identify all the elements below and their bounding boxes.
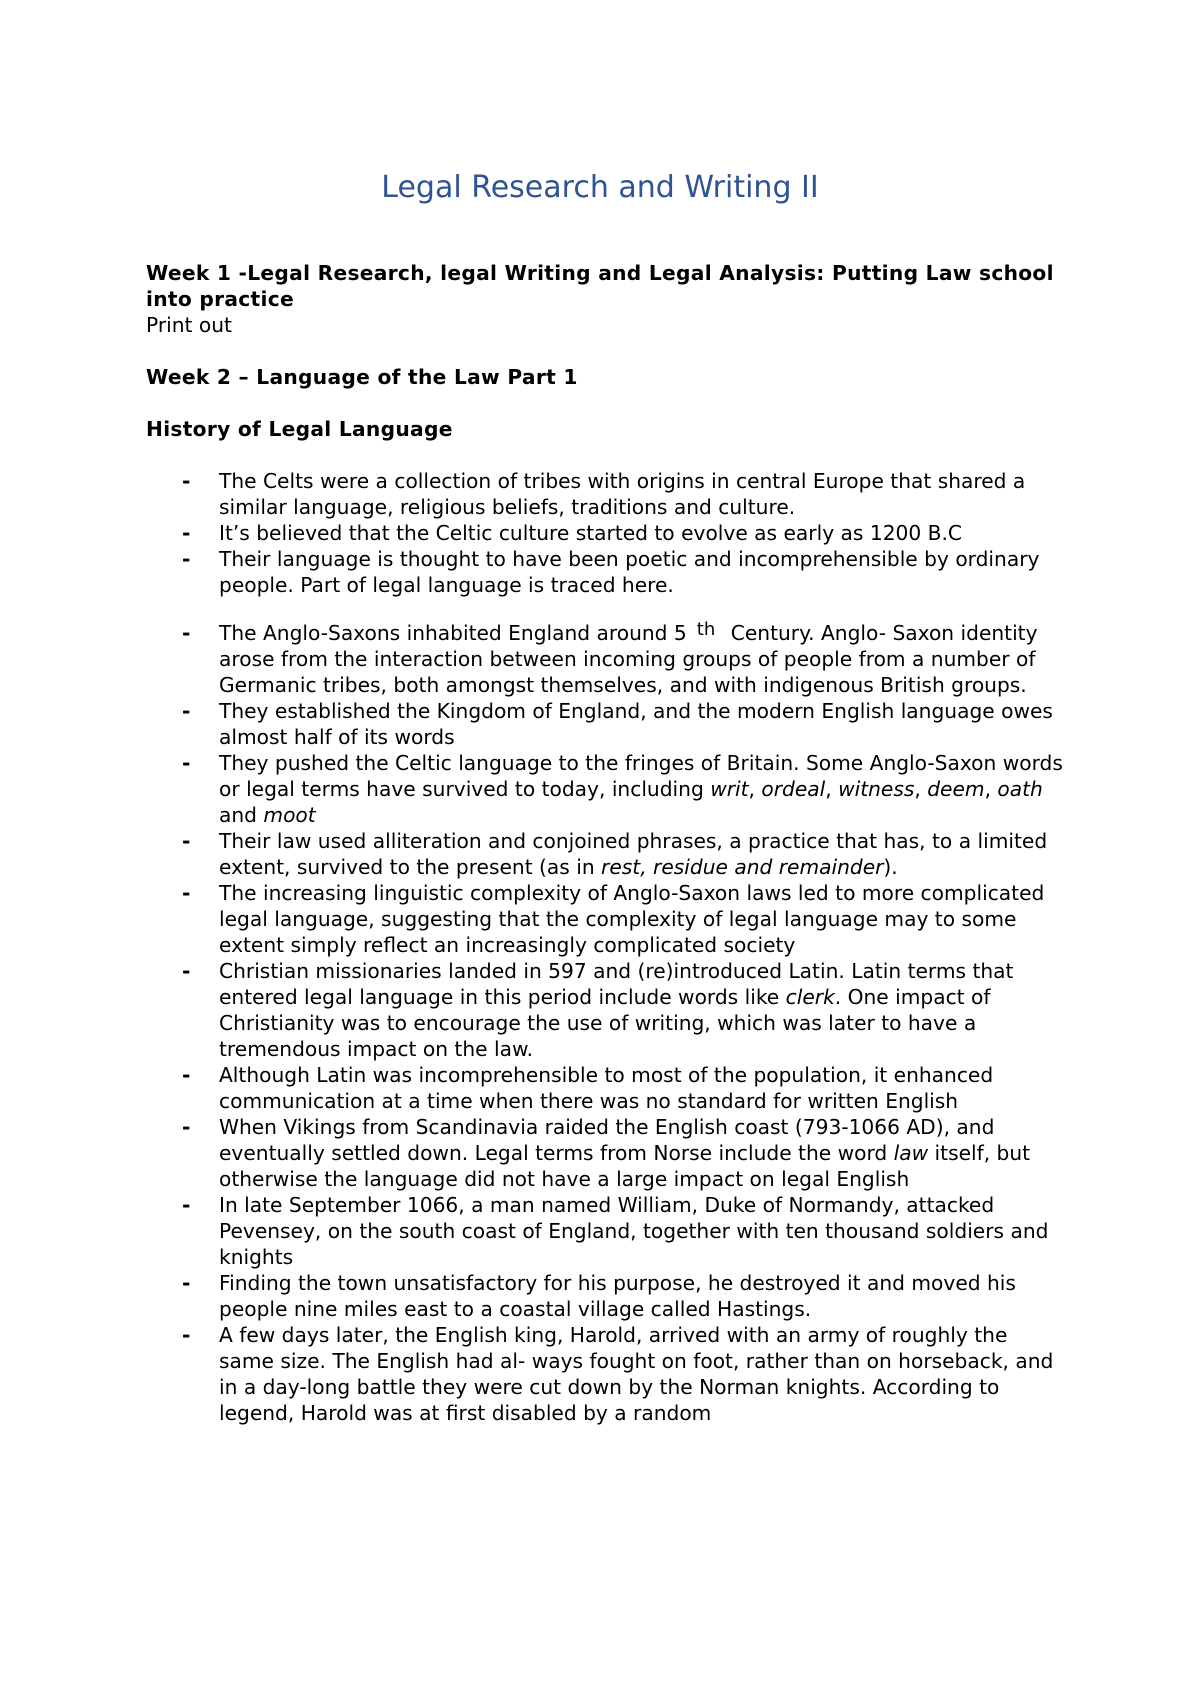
list-item-text: The Anglo-Saxons inhabited England around 5 xyxy=(219,621,687,645)
list-item xyxy=(146,958,1066,1062)
section-heading: History of Legal Language xyxy=(146,417,453,441)
bullet-dash: - xyxy=(182,521,191,545)
week-1-heading: Week 1 -Legal Research, legal Writing and Legal Analysis: Putting Law school into practice xyxy=(146,261,1054,311)
spacer xyxy=(146,338,1066,364)
italic-term: law xyxy=(893,1141,929,1165)
list-item-text: Their law used alliteration and conjoined phrases, a practice that has, to a limited extent, survived to the present (as in xyxy=(219,829,1048,879)
list-item-text: They established the Kingdom of England, and the modern English language owes almost half of its words xyxy=(219,699,1053,749)
list-item-text: Century. Anglo- Saxon identity arose from the interaction between incoming groups of people from a number of Germanic tribes, both amongst themselves, and with indigenous British groups. xyxy=(219,621,1038,697)
bullet-dash: - xyxy=(182,751,191,775)
bullet-dash: - xyxy=(182,959,191,983)
list-item xyxy=(146,1114,1066,1192)
list-item-text: Their language is thought to have been poetic and incomprehensible by ordinary people. Part of legal language is traced here. xyxy=(219,547,1040,597)
bullet-dash: - xyxy=(182,1323,191,1347)
list-item xyxy=(146,468,1066,520)
list-item-text: and xyxy=(219,803,264,827)
list-item xyxy=(146,546,1066,598)
list-item-text: A few days later, the English king, Harold, arrived with an army of roughly the same size. The English had al- ways fought on foot, rather than on horseback, and in a day-long battle they were cut down by the Norman knights. According to legend, Harold was at first disabled by a random xyxy=(219,1323,1054,1425)
list-item-text: itself, but otherwise the language did not have a large impact on legal English xyxy=(219,1141,1031,1191)
list-item-text: They pushed the Celtic language to the fringes of Britain. Some Anglo-Saxon words or legal terms have survived to today, including xyxy=(219,751,1063,801)
bullet-dash: - xyxy=(182,881,191,905)
list-item-text: In late September 1066, a man named William, Duke of Normandy, attacked Pevensey, on the south coast of England, together with ten thousand soldiers and knights xyxy=(219,1193,1049,1269)
list-item-text: , xyxy=(748,777,762,801)
bullet-list xyxy=(146,468,1066,1426)
list-item xyxy=(146,828,1066,880)
list-item xyxy=(146,698,1066,750)
list-item xyxy=(146,1062,1066,1114)
italic-term: deem xyxy=(927,777,985,801)
list-item-text: , xyxy=(984,777,998,801)
list-item xyxy=(146,1322,1066,1426)
bullet-dash: - xyxy=(182,1115,191,1139)
bullet-dash: - xyxy=(182,829,191,853)
list-item-text: Christian missionaries landed in 597 and (re)introduced Latin. Latin terms that entered legal language in this period include words like xyxy=(219,959,1014,1009)
list-item-text: , xyxy=(914,777,928,801)
list-item-text: It’s believed that the Celtic culture started to evolve as early as 1200 B.C xyxy=(219,521,963,545)
superscript-th: th xyxy=(696,619,716,640)
document-body xyxy=(146,260,1066,1426)
italic-term: ordeal xyxy=(761,777,826,801)
italic-term: rest, residue and remainder xyxy=(601,855,884,879)
spacer xyxy=(146,442,1066,468)
list-item-text: , xyxy=(825,777,839,801)
spacer xyxy=(146,390,1066,416)
bullet-dash: - xyxy=(182,699,191,723)
list-item-text: When Vikings from Scandinavia raided the English coast (793-1066 AD), and eventually settled down. Legal terms from Norse include the word xyxy=(219,1115,995,1165)
italic-term: oath xyxy=(997,777,1043,801)
week-1-note: Print out xyxy=(146,313,232,337)
list-item xyxy=(146,520,1066,546)
italic-term: witness xyxy=(838,777,915,801)
bullet-dash: - xyxy=(182,547,191,571)
list-item xyxy=(146,1192,1066,1270)
list-item-text: The Celts were a collection of tribes with origins in central Europe that shared a similar language, religious beliefs, traditions and culture. xyxy=(219,469,1026,519)
bullet-dash: - xyxy=(182,621,191,645)
list-item-text: The increasing linguistic complexity of Anglo-Saxon laws led to more complicated legal language, suggesting that the complexity of legal language may to some extent simply reflect an increasingly complicated society xyxy=(219,881,1045,957)
list-item xyxy=(146,880,1066,958)
list-item-text: . One impact of Christianity was to encourage the use of writing, which was later to have a tremendous impact on the law. xyxy=(219,985,991,1061)
list-item-text: ). xyxy=(883,855,898,879)
page-title: Legal Research and Writing II xyxy=(381,170,819,205)
list-item xyxy=(146,750,1066,828)
list-item xyxy=(146,620,1066,698)
week-2-heading: Week 2 – Language of the Law Part 1 xyxy=(146,365,578,389)
list-item xyxy=(146,1270,1066,1322)
italic-term: writ xyxy=(710,777,749,801)
list-item-text: Although Latin was incomprehensible to most of the population, it enhanced communication at a time when there was no standard for written English xyxy=(219,1063,994,1113)
list-item-text: Finding the town unsatisfactory for his purpose, he destroyed it and moved his people nine miles east to a coastal village called Hastings. xyxy=(219,1271,1016,1321)
bullet-dash: - xyxy=(182,1193,191,1217)
bullet-dash: - xyxy=(182,469,191,493)
italic-term: moot xyxy=(263,803,316,827)
bullet-dash: - xyxy=(182,1271,191,1295)
italic-term: clerk xyxy=(785,985,835,1009)
bullet-dash: - xyxy=(182,1063,191,1087)
